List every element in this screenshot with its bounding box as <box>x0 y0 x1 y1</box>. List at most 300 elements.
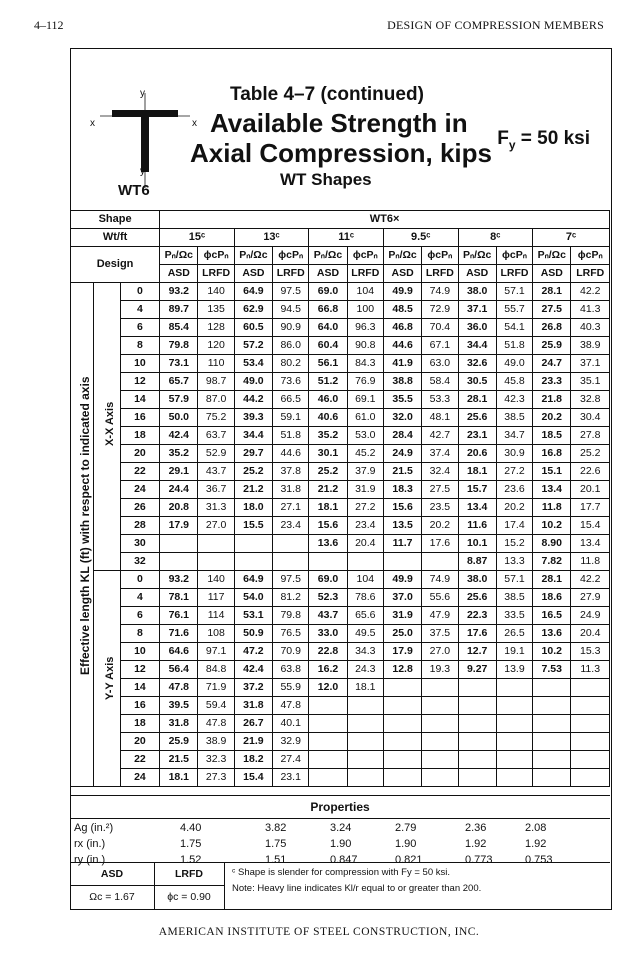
table-title-1: Available Strength in <box>210 108 468 138</box>
yy-cell: 32.9 <box>273 733 309 751</box>
xx-cell: 42.2 <box>571 283 610 301</box>
yy-cell: 117 <box>198 589 234 607</box>
yy-cell: 18.1 <box>347 679 383 697</box>
xx-kl: 20 <box>120 445 159 463</box>
xx-cell: 110 <box>198 355 234 373</box>
xx-cell: 35.5 <box>383 391 421 409</box>
yy-cell <box>383 733 421 751</box>
xx-cell: 57.9 <box>160 391 198 409</box>
yy-cell <box>347 715 383 733</box>
yy-cell: 53.1 <box>234 607 272 625</box>
yy-cell: 7.53 <box>533 661 571 679</box>
xx-cell: 128 <box>198 319 234 337</box>
xx-cell: 57.2 <box>234 337 272 355</box>
xx-cell: 100 <box>347 301 383 319</box>
weight-5: 7ᶜ <box>533 229 610 247</box>
yy-cell: 79.8 <box>273 607 309 625</box>
yy-row <box>71 589 610 607</box>
xx-cell: 72.9 <box>422 301 458 319</box>
xx-kl: 16 <box>120 409 159 427</box>
xx-cell <box>198 535 234 553</box>
xx-cell: 70.4 <box>422 319 458 337</box>
yy-kl: 20 <box>120 733 159 751</box>
yy-cell: 32.3 <box>198 751 234 769</box>
yy-cell <box>496 715 532 733</box>
yy-cell <box>571 733 610 751</box>
yy-cell <box>347 751 383 769</box>
xx-cell: 50.0 <box>160 409 198 427</box>
table-title-2: Axial Compression, kips <box>190 138 492 168</box>
yy-cell: 64.6 <box>160 643 198 661</box>
xx-cell: 60.5 <box>234 319 272 337</box>
yy-cell: 21.5 <box>160 751 198 769</box>
xx-cell: 67.1 <box>422 337 458 355</box>
xx-kl: 26 <box>120 499 159 517</box>
xx-cell: 94.5 <box>273 301 309 319</box>
yy-cell: 31.9 <box>383 607 421 625</box>
yy-cell: 12.8 <box>383 661 421 679</box>
xx-cell: 90.9 <box>273 319 309 337</box>
xx-cell <box>234 553 272 571</box>
yy-cell: 42.2 <box>571 571 610 589</box>
yy-cell <box>571 697 610 715</box>
xx-cell <box>198 553 234 571</box>
xx-cell: 37.8 <box>273 463 309 481</box>
publisher-footer: AMERICAN INSTITUTE OF STEEL CONSTRUCTION, INC. <box>158 926 480 938</box>
xx-row <box>71 319 610 337</box>
xx-row <box>71 481 610 499</box>
xx-cell: 73.1 <box>160 355 198 373</box>
yy-cell <box>383 679 421 697</box>
xx-cell: 74.9 <box>422 283 458 301</box>
yy-cell <box>533 715 571 733</box>
xx-cell: 28.1 <box>458 391 496 409</box>
xx-cell <box>273 535 309 553</box>
xx-cell: 37.1 <box>458 301 496 319</box>
yy-cell: 47.8 <box>273 697 309 715</box>
xx-cell: 34.7 <box>496 427 532 445</box>
yy-cell <box>309 769 347 787</box>
yy-cell: 74.9 <box>422 571 458 589</box>
yy-cell <box>458 679 496 697</box>
xx-cell: 11.7 <box>383 535 421 553</box>
page-number: 4–112 <box>34 18 64 32</box>
xx-cell: 21.8 <box>533 391 571 409</box>
xx-cell: 64.9 <box>234 283 272 301</box>
xx-row <box>71 535 610 553</box>
yy-cell: 27.3 <box>198 769 234 787</box>
xx-cell: 29.7 <box>234 445 272 463</box>
xx-cell: 15.6 <box>383 499 421 517</box>
section-title: DESIGN OF COMPRESSION MEMBERS <box>387 18 604 32</box>
xx-cell: 55.7 <box>496 301 532 319</box>
weight-row <box>71 229 610 247</box>
table-footer <box>70 862 610 909</box>
xx-cell: 31.3 <box>198 499 234 517</box>
xx-cell: 45.2 <box>347 445 383 463</box>
yy-cell <box>533 769 571 787</box>
y-y-axis-label: Y-Y Axis <box>104 656 116 700</box>
xx-cell: 41.3 <box>571 301 610 319</box>
xx-cell: 28.4 <box>383 427 421 445</box>
xx-cell: 49.0 <box>234 373 272 391</box>
xx-cell: 18.3 <box>383 481 421 499</box>
xx-cell: 69.1 <box>347 391 383 409</box>
x-axis-label-right: x <box>192 118 197 129</box>
xx-cell: 13.4 <box>533 481 571 499</box>
xx-cell: 52.9 <box>198 445 234 463</box>
xx-kl: 28 <box>120 517 159 535</box>
xx-kl: 0 <box>120 283 159 301</box>
property-value: 1.90 <box>330 838 352 850</box>
method-1-1: LRFD <box>273 265 309 283</box>
property-value: 0.821 <box>395 854 423 866</box>
property-value: 0.847 <box>330 854 358 866</box>
lrfd-label: LRFD <box>154 863 225 886</box>
xx-cell: 56.1 <box>309 355 347 373</box>
yy-cell: 69.0 <box>309 571 347 589</box>
xx-cell: 44.6 <box>383 337 421 355</box>
xx-cell: 18.1 <box>309 499 347 517</box>
yy-cell <box>496 769 532 787</box>
xx-row <box>71 445 610 463</box>
yy-cell <box>571 715 610 733</box>
method-4-1: LRFD <box>496 265 532 283</box>
yy-cell: 26.7 <box>234 715 272 733</box>
xx-row <box>71 283 610 301</box>
subheader-row <box>71 247 610 265</box>
xx-cell: 31.8 <box>273 481 309 499</box>
yy-cell: 33.0 <box>309 625 347 643</box>
yy-cell: 42.4 <box>234 661 272 679</box>
shape-row <box>71 211 610 229</box>
yy-cell: 19.1 <box>496 643 532 661</box>
yy-cell: 18.2 <box>234 751 272 769</box>
yy-cell <box>383 751 421 769</box>
yy-cell: 55.9 <box>273 679 309 697</box>
xx-cell: 54.1 <box>496 319 532 337</box>
xx-cell: 16.8 <box>533 445 571 463</box>
xx-cell: 17.4 <box>496 517 532 535</box>
yy-cell: 56.4 <box>160 661 198 679</box>
shape-label: Shape <box>71 211 160 229</box>
xx-cell: 27.5 <box>533 301 571 319</box>
yy-cell: 93.2 <box>160 571 198 589</box>
yy-kl: 8 <box>120 625 159 643</box>
property-value: 3.82 <box>265 822 287 834</box>
xx-cell: 59.1 <box>273 409 309 427</box>
yy-cell: 24.3 <box>347 661 383 679</box>
xx-kl: 12 <box>120 373 159 391</box>
xx-cell: 24.7 <box>533 355 571 373</box>
yy-cell: 71.6 <box>160 625 198 643</box>
xx-cell: 86.0 <box>273 337 309 355</box>
xx-cell: 30.4 <box>571 409 610 427</box>
xx-cell: 13.6 <box>309 535 347 553</box>
subheader-3-1: ϕcPₙ <box>422 247 458 265</box>
xx-cell: 18.0 <box>234 499 272 517</box>
xx-cell: 98.7 <box>198 373 234 391</box>
yy-kl: 10 <box>120 643 159 661</box>
yy-cell <box>533 697 571 715</box>
omega-value: Ωc = 1.67 <box>70 885 155 909</box>
table-header <box>70 48 610 210</box>
yy-cell: 78.6 <box>347 589 383 607</box>
yy-cell: 12.0 <box>309 679 347 697</box>
xx-cell: 8.90 <box>533 535 571 553</box>
xx-cell: 34.4 <box>234 427 272 445</box>
xx-cell: 29.1 <box>160 463 198 481</box>
xx-cell: 28.1 <box>533 283 571 301</box>
yy-cell <box>422 679 458 697</box>
xx-cell: 42.3 <box>496 391 532 409</box>
yy-cell: 97.5 <box>273 571 309 589</box>
weight-1: 13ᶜ <box>234 229 309 247</box>
xx-cell: 8.87 <box>458 553 496 571</box>
xx-cell: 90.8 <box>347 337 383 355</box>
property-value: 2.79 <box>395 822 417 834</box>
yy-row <box>71 751 610 769</box>
yy-cell <box>458 733 496 751</box>
xx-cell: 21.5 <box>383 463 421 481</box>
yy-cell: 22.8 <box>309 643 347 661</box>
yy-cell: 17.9 <box>383 643 421 661</box>
xx-cell: 27.2 <box>347 499 383 517</box>
xx-cell: 51.8 <box>496 337 532 355</box>
yy-cell: 18.6 <box>533 589 571 607</box>
xx-cell: 17.9 <box>160 517 198 535</box>
yy-cell: 15.3 <box>571 643 610 661</box>
xx-kl: 10 <box>120 355 159 373</box>
xx-cell: 66.8 <box>309 301 347 319</box>
xx-cell: 7.82 <box>533 553 571 571</box>
yy-cell: 25.6 <box>458 589 496 607</box>
property-value: 1.90 <box>395 838 417 850</box>
shape-value: WT6× <box>160 211 610 229</box>
xx-kl: 14 <box>120 391 159 409</box>
yy-cell: 22.3 <box>458 607 496 625</box>
xx-cell: 89.7 <box>160 301 198 319</box>
running-head <box>34 18 604 38</box>
yy-cell <box>496 697 532 715</box>
yy-kl: 12 <box>120 661 159 679</box>
xx-cell: 49.0 <box>496 355 532 373</box>
yy-cell: 20.4 <box>571 625 610 643</box>
yy-cell: 27.0 <box>422 643 458 661</box>
yy-row <box>71 643 610 661</box>
yy-cell: 47.8 <box>160 679 198 697</box>
xx-cell: 22.6 <box>571 463 610 481</box>
xx-row <box>71 499 610 517</box>
weight-4: 8ᶜ <box>458 229 533 247</box>
xx-cell <box>234 535 272 553</box>
xx-cell: 20.1 <box>571 481 610 499</box>
xx-cell: 32.4 <box>422 463 458 481</box>
yy-kl: 22 <box>120 751 159 769</box>
xx-cell: 20.4 <box>347 535 383 553</box>
xx-kl: 22 <box>120 463 159 481</box>
xx-kl: 8 <box>120 337 159 355</box>
yy-row <box>71 661 610 679</box>
xx-cell: 66.5 <box>273 391 309 409</box>
yy-cell: 84.8 <box>198 661 234 679</box>
yy-cell: 59.4 <box>198 697 234 715</box>
xx-cell: 80.2 <box>273 355 309 373</box>
x-x-axis-label: X-X Axis <box>104 401 116 446</box>
yy-cell: 55.6 <box>422 589 458 607</box>
xx-cell: 21.2 <box>234 481 272 499</box>
xx-kl: 18 <box>120 427 159 445</box>
property-value: 3.24 <box>330 822 352 834</box>
subheader-5-1: ϕcPₙ <box>571 247 610 265</box>
yy-cell: 37.2 <box>234 679 272 697</box>
xx-cell: 73.6 <box>273 373 309 391</box>
xx-row <box>71 373 610 391</box>
yy-cell <box>571 679 610 697</box>
yy-cell <box>347 733 383 751</box>
yy-cell: 47.2 <box>234 643 272 661</box>
xx-cell: 17.6 <box>422 535 458 553</box>
yy-kl: 24 <box>120 769 159 787</box>
yy-cell <box>309 733 347 751</box>
xx-cell: 93.2 <box>160 283 198 301</box>
yy-cell: 13.6 <box>533 625 571 643</box>
phi-value: ϕc = 0.90 <box>154 885 225 909</box>
xx-cell <box>309 553 347 571</box>
xx-cell: 45.8 <box>496 373 532 391</box>
xx-kl: 30 <box>120 535 159 553</box>
xx-cell: 20.8 <box>160 499 198 517</box>
yy-row <box>71 733 610 751</box>
xx-cell: 23.1 <box>458 427 496 445</box>
yy-cell: 50.9 <box>234 625 272 643</box>
xx-cell: 84.3 <box>347 355 383 373</box>
yy-row <box>71 571 610 589</box>
property-row <box>70 836 610 852</box>
xx-cell: 43.7 <box>198 463 234 481</box>
yy-cell: 49.5 <box>347 625 383 643</box>
xx-cell: 11.6 <box>458 517 496 535</box>
xx-cell: 65.7 <box>160 373 198 391</box>
yy-cell <box>347 769 383 787</box>
yy-cell: 40.1 <box>273 715 309 733</box>
yy-cell <box>571 751 610 769</box>
xx-cell: 97.5 <box>273 283 309 301</box>
yy-cell <box>383 697 421 715</box>
xx-cell: 25.2 <box>309 463 347 481</box>
yy-cell: 16.2 <box>309 661 347 679</box>
subheader-4-0: Pₙ/Ωc <box>458 247 496 265</box>
property-value: 0.753 <box>525 854 553 866</box>
yy-cell: 31.8 <box>160 715 198 733</box>
yy-row <box>71 625 610 643</box>
yy-cell <box>496 751 532 769</box>
yy-cell: 78.1 <box>160 589 198 607</box>
xx-cell <box>160 535 198 553</box>
xx-cell: 62.9 <box>234 301 272 319</box>
yy-cell <box>422 715 458 733</box>
y-axis-label-bottom: y <box>140 166 145 177</box>
subheader-0-1: ϕcPₙ <box>198 247 234 265</box>
x-axis-label-left: x <box>90 118 95 129</box>
xx-cell: 63.0 <box>422 355 458 373</box>
xx-cell: 11.8 <box>533 499 571 517</box>
property-name: ry (in.) <box>74 854 106 866</box>
xx-cell: 25.2 <box>234 463 272 481</box>
xx-cell: 44.6 <box>273 445 309 463</box>
property-value: 1.75 <box>265 838 287 850</box>
xx-cell: 35.2 <box>160 445 198 463</box>
method-2-0: ASD <box>309 265 347 283</box>
xx-cell: 63.7 <box>198 427 234 445</box>
yy-cell: 15.4 <box>234 769 272 787</box>
effective-length-label: Effective length KL (ft) with respect to indicated axis <box>78 376 92 675</box>
xx-cell: 37.9 <box>347 463 383 481</box>
xx-cell: 25.6 <box>458 409 496 427</box>
xx-cell: 69.0 <box>309 283 347 301</box>
method-3-1: LRFD <box>422 265 458 283</box>
subheader-2-0: Pₙ/Ωc <box>309 247 347 265</box>
asd-label: ASD <box>70 863 155 886</box>
xx-cell: 35.2 <box>309 427 347 445</box>
method-3-0: ASD <box>383 265 421 283</box>
yy-cell: 49.9 <box>383 571 421 589</box>
yy-cell: 18.1 <box>160 769 198 787</box>
xx-cell <box>160 553 198 571</box>
yy-cell: 23.1 <box>273 769 309 787</box>
xx-row <box>71 301 610 319</box>
yy-cell <box>571 769 610 787</box>
yy-cell: 37.0 <box>383 589 421 607</box>
xx-cell: 27.1 <box>273 499 309 517</box>
strength-table <box>70 210 610 787</box>
subheader-2-1: ϕcPₙ <box>347 247 383 265</box>
xx-cell: 37.1 <box>571 355 610 373</box>
yy-kl: 4 <box>120 589 159 607</box>
xx-cell: 20.2 <box>422 517 458 535</box>
property-name: rx (in.) <box>74 838 106 850</box>
yield-strength: $F_y = 50$ ksi <box>497 128 590 152</box>
xx-cell: 25.9 <box>533 337 571 355</box>
yy-cell: 114 <box>198 607 234 625</box>
yy-kl: 14 <box>120 679 159 697</box>
xx-cell: 46.8 <box>383 319 421 337</box>
yy-cell: 47.8 <box>198 715 234 733</box>
property-row <box>70 820 610 836</box>
xx-cell <box>383 553 421 571</box>
subheader-5-0: Pₙ/Ωc <box>533 247 571 265</box>
xx-row <box>71 427 610 445</box>
xx-cell: 35.1 <box>571 373 610 391</box>
yy-cell <box>309 751 347 769</box>
xx-cell: 36.7 <box>198 481 234 499</box>
yy-cell: 43.7 <box>309 607 347 625</box>
xx-cell: 27.5 <box>422 481 458 499</box>
xx-cell: 27.8 <box>571 427 610 445</box>
subheader-4-1: ϕcPₙ <box>496 247 532 265</box>
yy-cell: 25.9 <box>160 733 198 751</box>
subheader-3-0: Pₙ/Ωc <box>383 247 421 265</box>
xx-cell: 15.6 <box>309 517 347 535</box>
xx-cell: 18.5 <box>533 427 571 445</box>
xx-cell: 20.6 <box>458 445 496 463</box>
xx-cell: 51.8 <box>273 427 309 445</box>
xx-row <box>71 409 610 427</box>
xx-cell: 79.8 <box>160 337 198 355</box>
weight-0: 15ᶜ <box>160 229 235 247</box>
xx-cell: 48.1 <box>422 409 458 427</box>
xx-cell: 58.4 <box>422 373 458 391</box>
